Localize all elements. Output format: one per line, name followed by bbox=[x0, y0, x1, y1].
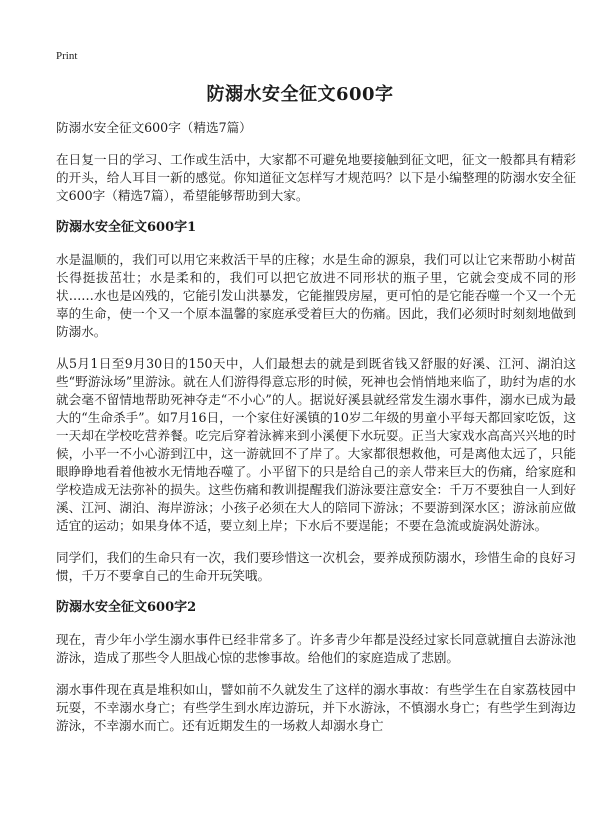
section-paragraph: 水是温顺的，我们可以用它来救活干旱的庄稼；水是生命的源泉，我们可以让它来帮助小树苗长得挺拔茁壮；水是柔和的，我们可以把它放进不同形状的瓶子里，它就会变成不同的形状……水也是凶残的，它能引发山洪暴发，它能摧毁房屋，更可怕的是它能吞噬一个又一个无辜的生命，使一个又一个原本温馨的家庭承受着巨大的伤痛。因此，我们必须时时刻刻地做到防溺水。 bbox=[56, 252, 576, 339]
section-paragraph: 现在，青少年小学生溺水事件已经非常多了。许多青少年都是没经过家长同意就擅自去游泳池游泳，造成了那些令人胆战心惊的悲惨事故。给他们的家庭造成了悲剧。 bbox=[56, 632, 576, 665]
subtitle: 防溺水安全征文600字（精选7篇） bbox=[56, 120, 252, 135]
section-paragraph: 从5月1日至9月30日的150天中，人们最想去的就是到既省钱又舒服的好溪、江河、湖泊这些“野游泳场”里游泳。就在人们游得得意忘形的时候，死神也会悄悄地来临了，助纣为虐的水就会毫不留情地帮助死神夺走“不小心”的人。据说好溪县就经常发生溺水事件，溺水已成为最大的“生命杀手”。如7月16日，一个家住好溪镇的10岁二年级的男童小平每天都回家吃饭，这一天却在学校吃营养餐。吃完后穿着泳裤来到小溪便下水玩耍。正当大家戏水高高兴兴地的时候，小平一不小心游到江中，这一游就回不了岸了。大家都很想救他，可是离他太远了，只能眼睁睁地看着他被水无情地吞噬了。小平留下的只是给自己的亲人带来巨大的伤痛，给家庭和学校造成无法弥补的损失。这些伤痛和教训提醒我们游泳要注意安全：千万不要独自一人到好溪、江河、湖泊、海岸游泳；小孩子必须在大人的陪同下游泳；不要游到深水区；游泳前应做适宜的运动；如果身体不适，要立刻上岸；下水后不要逞能；不要在急流或旋涡处游泳。 bbox=[56, 356, 576, 533]
section-heading: 防溺水安全征文600字2 bbox=[56, 600, 197, 615]
section-heading: 防溺水安全征文600字1 bbox=[56, 220, 197, 235]
section-paragraph: 同学们，我们的生命只有一次，我们要珍惜这一次机会，要养成预防溺水，珍惜生命的良好习惯，千万不要拿自己的生命开玩笑哦。 bbox=[56, 550, 576, 583]
intro-paragraph: 在日复一日的学习、工作或生活中，大家都不可避免地要接触到征文吧，征文一般都具有精彩的开头，给人耳目一新的感觉。你知道征文怎样写才规范吗？以下是小编整理的防溺水安全征文600字（精选7篇），希望能够帮助到大家。 bbox=[56, 152, 576, 203]
document-body bbox=[56, 119, 576, 735]
page-title: 防溺水安全征文600字 bbox=[206, 84, 394, 105]
section-paragraph: 溺水事件现在真是堆积如山，譬如前不久就发生了这样的溺水事故：有些学生在自家荔枝园中玩耍，不幸溺水身亡；有些学生到水库边游玩，并下水游泳，不慎溺水身亡；有些学生到海边游泳，不幸溺水而亡。还有近期发生的一场救人却溺水身亡 bbox=[56, 682, 576, 733]
print-link[interactable]: Print bbox=[56, 50, 78, 62]
